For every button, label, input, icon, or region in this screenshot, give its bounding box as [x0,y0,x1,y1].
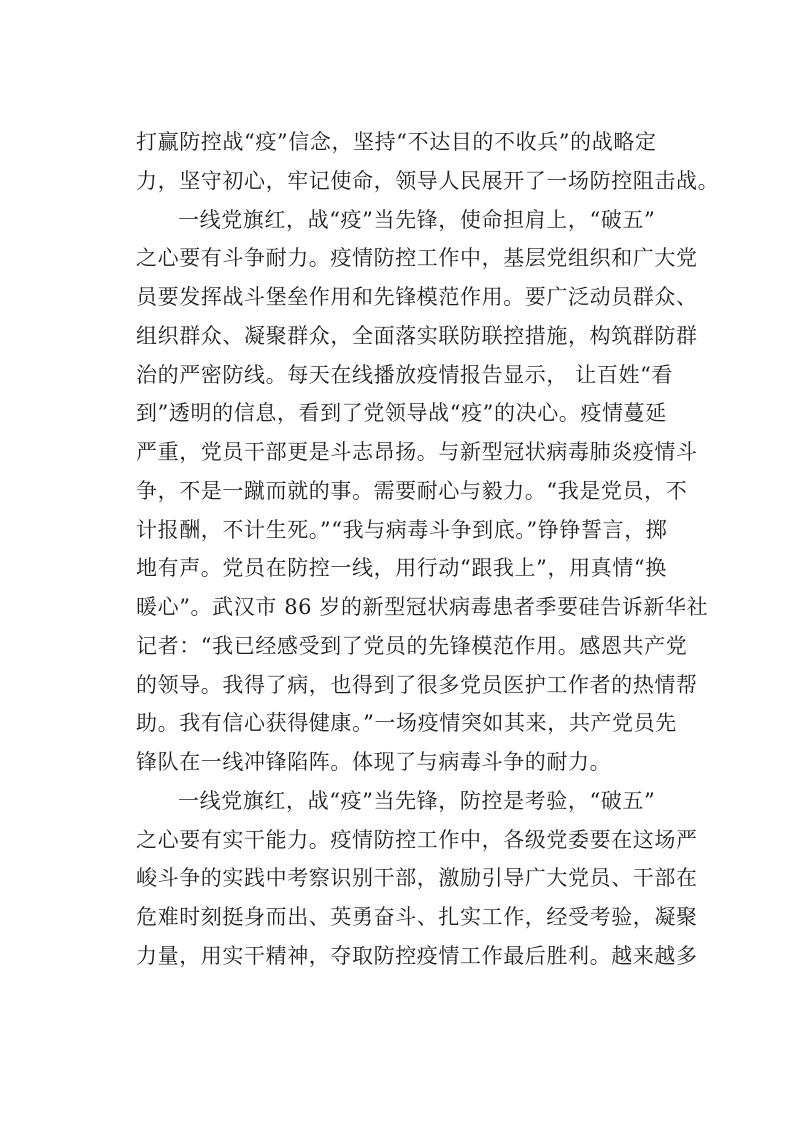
text-line: 治的严密防线。每天在线播放疫情报告显示， 让百姓“看 [136,363,674,387]
text-line: 计报酬，不计生死。”“我与病毒斗争到底。”铮铮誓言，掷 [136,518,668,542]
text-line: 严重，党员干部更是斗志昂扬。与新型冠状病毒肺炎疫情斗 [136,440,698,464]
text-line: 组织群众、凝聚群众，全面落实联防联控措施，构筑群防群 [136,324,698,348]
text-line: 打赢防控战“疫”信念，坚持“不达目的不收兵”的战略定 [136,130,657,154]
text-line: 危难时刻挺身而出、英勇奋斗、扎实工作，经受考验，凝聚 [136,905,698,929]
text-line: 员要发挥战斗堡垒作用和先锋模范作用。要广泛动员群众、 [136,285,698,309]
text-line: 力量，用实干精神，夺取防控疫情工作最后胜利。越来越多 [136,944,698,968]
text-line: 暖心”。武汉市 86 岁的新型冠状病毒患者季要硅告诉新华社 [136,595,709,619]
paragraph-start-line: 一线党旗红，战“疫”当先锋，使命担肩上，“破五” [178,208,656,232]
text-line: 到”透明的信息，看到了党领导战“疫”的决心。疫情蔓延 [136,401,667,425]
text-line: 记者：“我已经感受到了党员的先锋模范作用。感恩共产党 [136,634,688,658]
text-line: 的领导。我得了病，也得到了很多党员医护工作者的热情帮 [136,673,698,697]
text-line: 之心要有实干能力。疫情防控工作中，各级党委要在这场严 [136,828,698,852]
paragraph-start-line: 一线党旗红，战“疫”当先锋，防控是考验，“破五” [178,789,656,813]
text-line: 地有声。党员在防控一线，用行动“跟我上”，用真情“换 [136,556,667,580]
text-line: 锋队在一线冲锋陷阵。体现了与病毒斗争的耐力。 [136,750,612,774]
text-line: 助。我有信心获得健康。”一场疫情突如其来，共产党员先 [136,711,677,735]
text-line: 峻斗争的实践中考察识别干部，激励引导广大党员、干部在 [136,866,698,890]
text-line: 争，不是一蹴而就的事。需要耐心与毅力。“我是党员，不 [136,479,688,503]
text-line: 力，坚守初心，牢记使命，领导人民展开了一场防控阻击战。 [136,169,720,193]
text-line: 之心要有斗争耐力。疫情防控工作中，基层党组织和广大党 [136,246,698,270]
